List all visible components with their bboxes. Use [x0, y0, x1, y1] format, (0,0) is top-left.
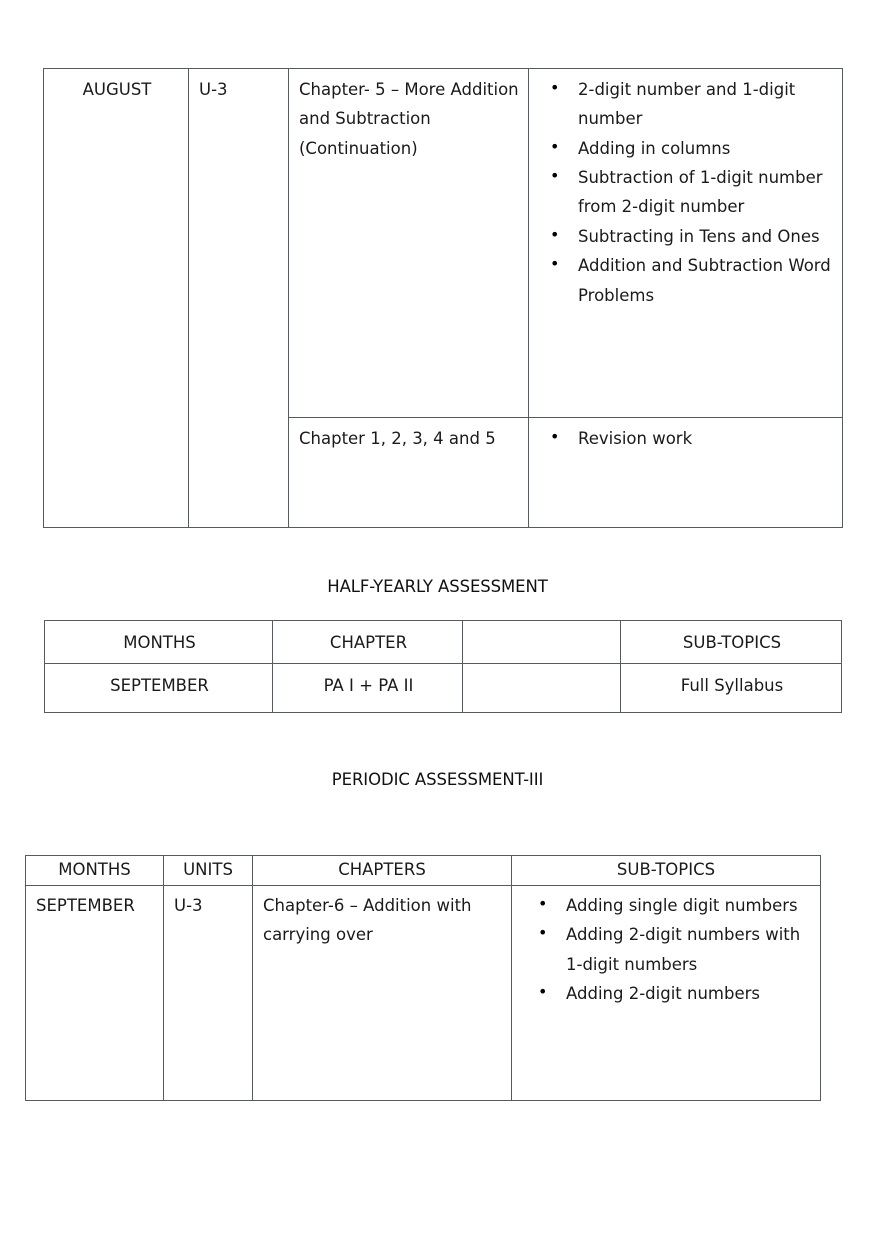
cell-subtopics: [529, 418, 843, 528]
table-row: [45, 664, 842, 713]
month-label: AUGUST: [82, 80, 152, 99]
month-label: SEPTEMBER: [36, 895, 135, 915]
list-item: • Adding 2-digit numbers with 1-digit numbers: [522, 920, 812, 979]
chapter-text: Chapter-6 – Addition with carrying over: [263, 895, 472, 945]
header-label: UNITS: [183, 860, 233, 879]
cell-unit: [164, 885, 253, 1100]
chapter-text: Chapter 1, 2, 3, 4 and 5: [299, 429, 496, 448]
cell-chapter: [289, 418, 529, 528]
cell-blank: [463, 664, 621, 713]
august-syllabus-table: [43, 68, 843, 528]
periodic-assessment-3-heading: PERIODIC ASSESSMENT-III: [331, 770, 544, 789]
cell-month: [26, 885, 164, 1100]
header-label: MONTHS: [58, 860, 131, 879]
list-item: • Adding single digit numbers: [522, 891, 812, 920]
table-header-row: [26, 856, 821, 886]
header-label: SUB-TOPICS: [682, 633, 782, 652]
subtopics-list: [522, 891, 812, 1008]
blank-value: [463, 664, 620, 677]
subtopics-list: [537, 75, 836, 310]
list-item: • Subtraction of 1-digit number from 2-digit number: [537, 163, 836, 222]
column-header-blank: [463, 621, 621, 664]
cell-chapter: [289, 69, 529, 418]
chapter-text: PA I + PA II: [323, 676, 414, 696]
table-row: [44, 69, 843, 418]
list-item: • Subtracting in Tens and Ones: [537, 222, 836, 251]
table-header-row: [45, 621, 842, 664]
subtopics-wrapper: [529, 69, 842, 316]
cell-chapter: [273, 664, 463, 713]
header-label: CHAPTER: [329, 633, 408, 652]
list-item: • 2-digit number and 1-digit number: [537, 75, 836, 134]
chapter-text: Chapter- 5 – More Addition and Subtraction (Continuation): [299, 80, 519, 158]
list-item: • Adding 2-digit numbers: [522, 979, 812, 1008]
column-header-chapter: [273, 621, 463, 664]
column-header-subtopics: [512, 856, 821, 886]
column-header-units: [164, 856, 253, 886]
cell-unit: [189, 69, 289, 528]
subtopics-wrapper: [512, 886, 820, 1014]
table-row: [26, 885, 821, 1100]
column-header-months: [45, 621, 273, 664]
cell-month: [44, 69, 189, 528]
half-yearly-table: [44, 620, 842, 713]
header-label: MONTHS: [123, 633, 196, 652]
cell-chapter: [253, 885, 512, 1100]
periodic-assessment-3-table: [25, 855, 821, 1101]
header-label: SUB-TOPICS: [616, 860, 716, 879]
cell-subtopics: [621, 664, 842, 713]
unit-label: U-3: [174, 895, 203, 915]
cell-subtopics: [529, 69, 843, 418]
list-item: • Revision work: [537, 424, 836, 453]
column-header-chapters: [253, 856, 512, 886]
column-header-subtopics: [621, 621, 842, 664]
month-label: SEPTEMBER: [110, 676, 209, 696]
subtopic-text: Full Syllabus: [680, 676, 784, 696]
half-yearly-heading: HALF-YEARLY ASSESSMENT: [327, 577, 548, 596]
unit-label: U-3: [199, 80, 228, 99]
column-header-months: [26, 856, 164, 886]
subtopics-list: [537, 424, 836, 453]
cell-month: [45, 664, 273, 713]
list-item: • Adding in columns: [537, 134, 836, 163]
list-item: • Addition and Subtraction Word Problems: [537, 251, 836, 310]
header-label: CHAPTERS: [338, 860, 426, 879]
cell-subtopics: [512, 885, 821, 1100]
header-label: [463, 621, 620, 634]
subtopics-wrapper: [529, 418, 842, 459]
